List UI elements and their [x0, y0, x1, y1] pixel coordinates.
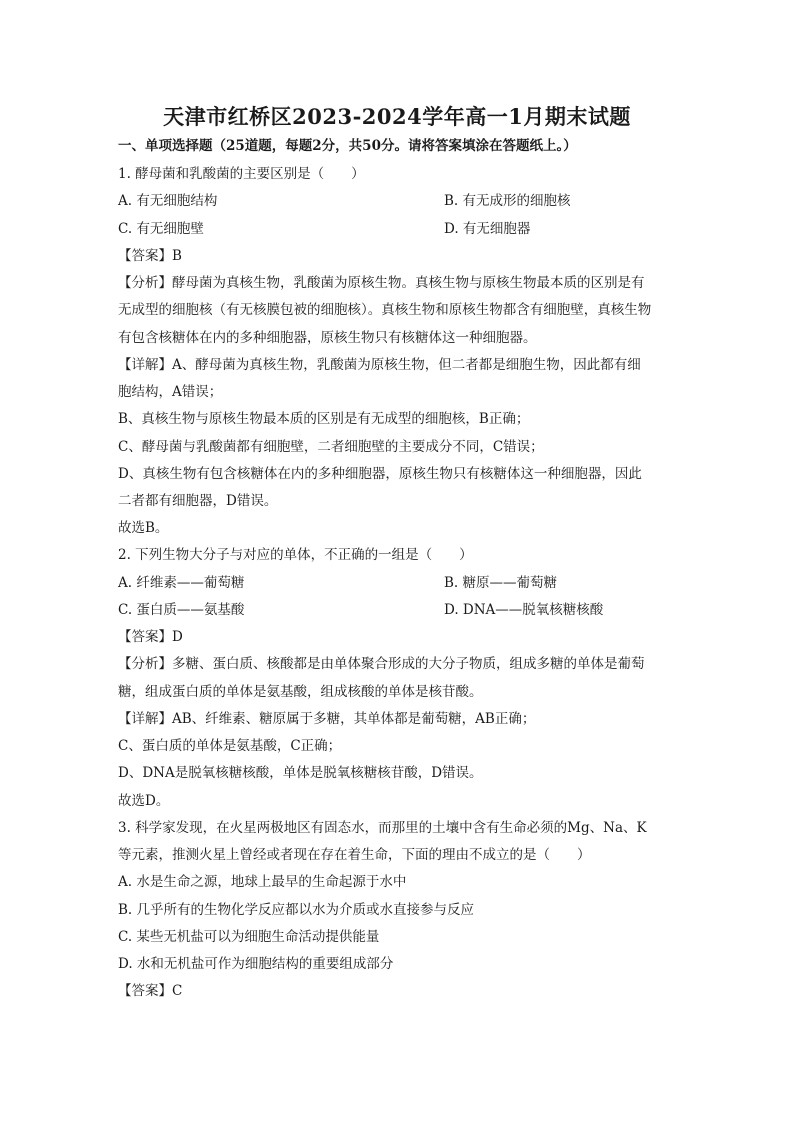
q1-detail-line-5: D、真核生物有包含核糖体在内的多种细胞器，原核生物只有核糖体这一种细胞器，因此: [118, 466, 642, 482]
q1-detail-line-6: 二者都有细胞器，D错误。: [118, 493, 278, 509]
q2-conclusion: 故选D。: [118, 793, 170, 809]
q1-detail-line-2: 胞结构，A错误；: [118, 384, 223, 400]
q1-analysis-line-3: 有包含核糖体在内的多种细胞器，原核生物只有核糖体这一种细胞器。: [118, 330, 537, 346]
q1-conclusion: 故选B。: [118, 520, 169, 536]
q2-analysis-line-1: 【分析】多糖、蛋白质、核酸都是由单体聚合形成的大分子物质，组成多糖的单体是葡萄: [118, 656, 645, 672]
q1-option-c: C. 有无细胞壁: [118, 221, 204, 237]
q2-option-b: B. 糖原——葡萄糖: [444, 575, 558, 591]
page-title: 天津市红桥区2023-2024学年高一1月期末试题: [163, 104, 631, 129]
q2-detail-line-2: C、蛋白质的单体是氨基酸，C正确；: [118, 738, 342, 754]
q1-detail-line-3: B、真核生物与原核生物最本质的区别是有无成型的细胞核，B正确；: [118, 411, 530, 427]
q2-answer: 【答案】D: [118, 629, 183, 645]
question-2-stem: 2. 下列生物大分子与对应的单体，不正确的一组是（ ）: [118, 547, 473, 563]
q2-option-a: A. 纤维素——葡萄糖: [118, 575, 245, 591]
question-1-stem: 1. 酵母菌和乳酸菌的主要区别是（ ）: [118, 166, 365, 182]
q2-option-d: D. DNA——脱氧核糖核酸: [444, 602, 604, 618]
q1-detail-line-4: C、酵母菌与乳酸菌都有细胞壁，二者细胞壁的主要成分不同，C错误；: [118, 439, 544, 455]
q1-option-b: B. 有无成形的细胞核: [444, 193, 571, 209]
q3-option-b: B. 几乎所有的生物化学反应都以水为介质或水直接参与反应: [118, 902, 475, 918]
q1-option-a: A. 有无细胞结构: [118, 193, 218, 209]
question-3-stem-line-2: 等元素，推测火星上曾经或者现在存在着生命，下面的理由不成立的是（ ）: [118, 847, 591, 863]
q3-option-d: D. 水和无机盐可作为细胞结构的重要组成部分: [118, 956, 394, 972]
q1-option-d: D. 有无细胞器: [444, 221, 531, 237]
q2-option-c: C. 蛋白质——氨基酸: [118, 602, 245, 618]
q2-analysis-line-2: 糖，组成蛋白质的单体是氨基酸，组成核酸的单体是核苷酸。: [118, 684, 483, 700]
q1-analysis-line-1: 【分析】酵母菌为真核生物，乳酸菌为原核生物。真核生物与原核生物最本质的区别是有: [118, 275, 645, 291]
q3-answer: 【答案】C: [118, 983, 183, 999]
q3-option-a: A. 水是生命之源，地球上最早的生命起源于水中: [118, 874, 407, 890]
q3-option-c: C. 某些无机盐可以为细胞生命活动提供能量: [118, 929, 380, 945]
question-3-stem-line-1: 3. 科学家发现，在火星两极地区有固态水，而那里的土壤中含有生命必须的Mg、Na、K: [118, 820, 647, 836]
q1-analysis-line-2: 无成型的细胞核（有无核膜包被的细胞核）。真核生物和原核生物都含有细胞壁，真核生物: [118, 302, 652, 318]
section-heading: 一、单项选择题（25道题，每题2分，共50分。请将答案填涂在答题纸上。）: [118, 138, 577, 154]
q1-answer: 【答案】B: [118, 248, 182, 264]
q1-detail-line-1: 【详解】A、酵母菌为真核生物，乳酸菌为原核生物，但二者都是细胞生物，因此都有细: [118, 357, 641, 373]
q2-detail-line-3: D、DNA是脱氧核糖核酸，单体是脱氧核糖核苷酸，D错误。: [118, 765, 483, 781]
q2-detail-line-1: 【详解】AB、纤维素、糖原属于多糖，其单体都是葡萄糖，AB正确；: [118, 711, 536, 727]
